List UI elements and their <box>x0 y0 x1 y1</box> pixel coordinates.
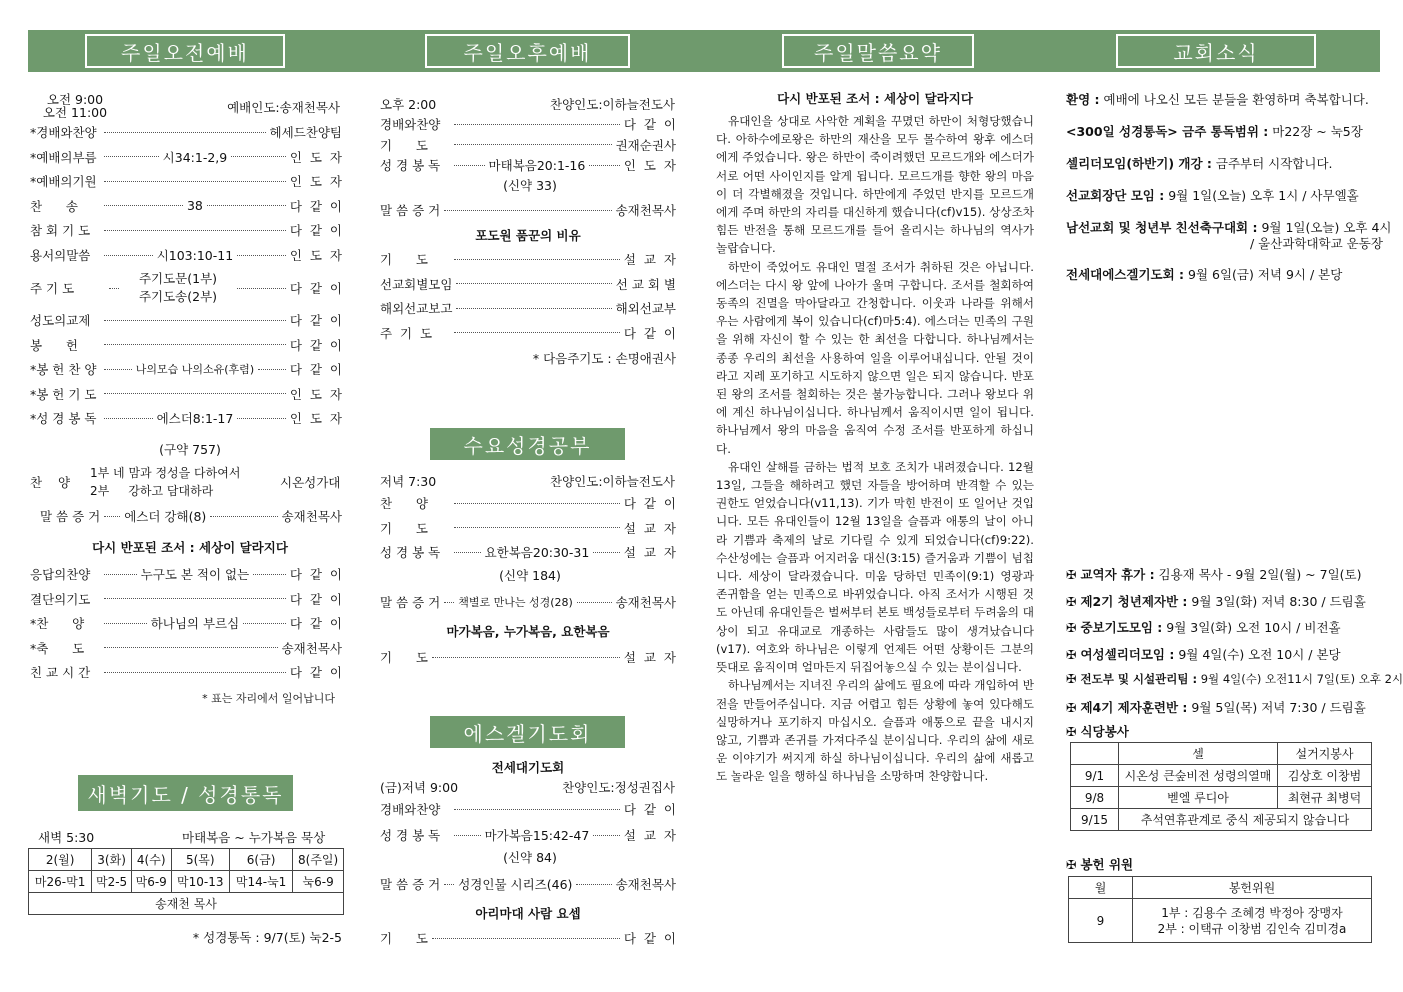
order-mid: 나의모습 나의소유(후렴) <box>135 363 255 376</box>
news-item-text: 9월 3일(화) 오전 10시 / 비전홀 <box>1162 620 1341 635</box>
wednesday-time: 저녁 7:30 <box>380 474 437 489</box>
table-row <box>1071 809 1372 831</box>
order-label: 성 경 봉 독 <box>380 545 441 560</box>
sermon-title: 마가복음, 누가복음, 요한복음 <box>446 624 610 639</box>
morning-time-2: 오전 11:00 <box>42 105 108 120</box>
order-right: 인 도 자 <box>289 174 342 190</box>
sermon-summary-body <box>716 112 1034 786</box>
table-header <box>1071 743 1119 765</box>
order-label: 경배와찬양 <box>380 802 441 817</box>
order-right: 송재천목사 <box>281 640 342 656</box>
header-morning-service: 주일오전예배 <box>85 34 285 68</box>
news-item <box>1066 671 1403 687</box>
dawn-time: 새벽 5:30 <box>38 830 95 845</box>
order-right: 설 교 자 <box>623 520 676 536</box>
sermon-paragraph: 유대인 살해를 금하는 법적 보호 조치가 내려졌습니다. 12월 13일, 그들을 해하려고 했던 자들을 방어하며 반격할 수 있는 권한도 얻었습니다(v11,13). 기가 막힌 반전이 또 일어난 것입니다. 모든 유대인들이 12월 13일을 슬픔과 애통의 날이 아니라 기쁨과 축제의 날로 기다릴 수 있게 되었습니다(cf)9:22). 수산성에는 슬픔과 어지러움 대신(3:15) 즐거움과 기쁨이 넘칩니다. 세상이 달라졌습니다. 미움 당하던 민족이(9:1) 영광과 존귀함을 얻는 민족으로 바뀌었습니다. 아직 조서가 시행된 것도 아닌데 유대인들은 벌써부터 본토 백성들로부터 두려움의 대상이 되고 유대교로 개종하는 사람들도 많이 생겨났습니다(v17). 여호와 하나님은 이렇게 언제든 어떤 상황이든 그분의 뜻대로 움직이며 얼마든지 뒤집어놓으실 수 있는 분이십니다. <box>716 459 1034 675</box>
order-label: 성 경 봉 독 <box>380 828 441 843</box>
order-right: 송재천목사 <box>615 595 676 610</box>
order-right: 다 같 이 <box>289 281 342 296</box>
offering-heading <box>1066 855 1133 873</box>
order-label: 말 씀 증 거 <box>380 595 441 610</box>
sermon-paragraph: 하만이 죽었어도 유대인 멸절 조서가 취하된 것은 아닙니다. 에스더는 다시 왕 앞에 나아가 울며 구합니다. 조서를 철회하여 동족의 진멸을 막아달라고 간청합니다. 이웃과 나라를 위해서 우는 사람에게 복이 있습니다(cf)마5:4). 에스더는 민족의 구원을 위해 자신이 할 수 있는 한 최선을 다합니다. 하나님께서는 종종 우리의 최선을 사용하여 일을 이루어내십니다. 안될 것이라고 지레 포기하고 시도하지 않으면 일은 되지 않습니다. 반포된 왕의 조서를 철회하는 것은 불가능합니다. 그러나 왕보다 위에 계신 하나님이십니다. 하나님께서 움직이시면 일이 됩니다. 하나님께서 왕의 마음을 움직여 수정 조서를 반포하게 하십니다. <box>716 259 1034 456</box>
ezekiel-subtitle: 전세대기도회 <box>491 760 565 775</box>
table-header: 셀 <box>1119 743 1278 765</box>
order-row <box>30 148 342 166</box>
news-item-text: 금주부터 시작합니다. <box>1211 156 1333 171</box>
news-item-title: 제4기 제자훈련반 : <box>1080 699 1188 715</box>
order-mid: 시103:10-11 <box>156 248 234 263</box>
reading-reference: (신약 33) <box>503 178 557 193</box>
order-mid: 요한복음20:30-31 <box>484 545 590 560</box>
order-label: 기 도 <box>380 252 428 267</box>
reading-cell: 막2-5 <box>92 871 132 893</box>
reading-note: * 성경통독 : 9/7(토) 눅2-5 <box>192 930 342 945</box>
cross-icon: ✠ <box>1066 671 1077 686</box>
order-right: 설 교 자 <box>623 252 676 267</box>
order-right: 송재천목사 <box>281 509 342 524</box>
table-row <box>29 849 344 871</box>
order-right: 인 도 자 <box>289 149 343 165</box>
order-label: 기 도 <box>380 650 428 665</box>
table-row <box>29 893 344 915</box>
order-row <box>380 875 676 893</box>
reading-cell: 마26-막1 <box>29 871 92 893</box>
order-right: 인 도 자 <box>289 411 343 426</box>
sermon-series: 책별로 만나는 성경(28) <box>458 596 573 609</box>
wednesday-worship-leader: 찬양인도:이하늘전도사 <box>550 474 675 489</box>
sermon-series: 에스더 강해(8) <box>124 509 207 524</box>
order-mid: 38 <box>186 198 203 214</box>
news-item-title: 전도부 및 시설관리팀 : <box>1080 672 1198 686</box>
offering-first-service: 1부 : 김용수 조혜경 박정아 장맹자 <box>1161 905 1343 920</box>
news-item <box>1066 565 1361 583</box>
reading-reference: (신약 84) <box>503 850 557 865</box>
order-label: *축 도 <box>30 640 85 656</box>
order-label: 기 도 <box>380 520 428 536</box>
order-label: *경배와찬양 <box>30 125 97 140</box>
table-cell: 9/8 <box>1071 787 1119 809</box>
order-right: 다 같 이 <box>623 117 676 132</box>
reading-reference: (구약 757) <box>159 442 221 457</box>
day-cell: 2(월) <box>29 849 92 871</box>
header-afternoon-service: 주일오후예배 <box>425 34 630 68</box>
sermon-title: 아리마대 사람 요셉 <box>475 906 581 921</box>
header-church-news: 교회소식 <box>1116 34 1316 68</box>
morning-time-1: 오전 9:00 <box>46 92 104 107</box>
news-item-text: 9월 4일(수) 오전 10시 / 본당 <box>1174 646 1341 662</box>
news-item-title: 중보기도모임 : <box>1080 620 1163 635</box>
order-row <box>30 385 342 403</box>
order-row <box>380 156 676 174</box>
order-label: 해외선교보고 <box>380 301 453 316</box>
order-right: 권재순권사 <box>615 137 676 153</box>
order-row <box>380 543 676 561</box>
table-row <box>1071 787 1372 809</box>
order-right: 다 같 이 <box>623 496 676 511</box>
morning-worship-leader: 예배인도:송재천목사 <box>227 100 340 115</box>
news-item <box>1066 265 1342 283</box>
news-item <box>1066 154 1333 172</box>
order-label: 기 도 <box>380 931 428 946</box>
order-right: 설 교 자 <box>623 828 676 843</box>
order-label: *봉 헌 기 도 <box>30 386 97 402</box>
news-item-text: 마22장 ~ 눅5장 <box>1268 124 1363 139</box>
order-row <box>30 663 342 681</box>
order-label: *예배의부름 <box>30 149 97 165</box>
table-cell: 9/1 <box>1071 765 1119 787</box>
order-row <box>380 519 676 537</box>
sermon-title: 다시 반포된 조서 : 세상이 달라지다 <box>92 540 288 555</box>
order-label: 찬 양 <box>380 496 428 511</box>
news-soccer-location: / 울산과학대학교 운동장 <box>1250 236 1383 251</box>
order-label: 용서의말씀 <box>30 248 91 263</box>
order-right: 다 같 이 <box>289 362 342 377</box>
order-row <box>380 593 676 611</box>
afternoon-time: 오후 2:00 <box>380 97 437 112</box>
table-cell: 추석연휴관계로 중식 제공되지 않습니다 <box>1119 809 1372 831</box>
order-row <box>30 590 342 608</box>
offering-month: 9 <box>1069 899 1133 943</box>
wednesday-study-title: 수요성경공부 <box>430 428 625 460</box>
dawn-reading-table <box>28 848 344 915</box>
order-mid: 주기도송(2부) <box>138 289 218 304</box>
order-row <box>30 246 342 264</box>
news-item <box>1066 122 1363 140</box>
order-right: 다 같 이 <box>289 591 342 607</box>
news-item-title: 여성셀리더모임 : <box>1080 646 1175 662</box>
table-row <box>1069 899 1372 943</box>
choir-song-2: 2부 강하고 담대하라 <box>90 484 214 498</box>
news-item-text: 예배에 나오신 모든 분들을 환영하며 축복합니다. <box>1099 92 1369 107</box>
order-row <box>380 299 676 317</box>
table-header: 월 <box>1069 877 1133 899</box>
order-right: 다 같 이 <box>623 325 676 341</box>
order-row <box>30 614 342 632</box>
order-mid: 주기도문(1부) <box>138 271 218 286</box>
order-right: 선 교 회 별 <box>615 276 676 292</box>
order-label: 주 기 도 <box>380 325 433 341</box>
news-item-text: 9월 4일(수) 오전11시 7일(토) 오후 2시 <box>1197 672 1403 686</box>
order-row <box>380 800 676 818</box>
sermon-series: 성경인물 시리즈(46) <box>458 877 573 892</box>
cross-icon: ✠ <box>1066 724 1077 739</box>
ezekiel-time: (금)저녁 9:00 <box>380 780 459 795</box>
sermon-paragraph: 유대인을 상대로 사악한 계획을 꾸몄던 하만이 처형당했습니다. 아하수에로왕은 하만의 재산을 모두 몰수하여 왕후 에스더에게 주었습니다. 왕은 하만이 죽이려했던 모르드개와 에스더가 서로 어떤 사이인지를 알게 됩니다. 모르드개를 향한 왕의 마음이 더 각별해졌을 것입니다. 하만에게 주었던 반지를 모르드개에게 주며 하만의 자리를 대신하게 했습니다(cf)v15). 상상조차 힘든 반전을 통해 모르드개를 들어 올리시는 하나님의 역사가 놀랍습니다. <box>716 114 1034 256</box>
order-row <box>380 324 676 342</box>
order-row <box>30 270 342 306</box>
order-row <box>380 250 676 268</box>
order-right: 송재천목사 <box>615 203 676 218</box>
sermon-summary-title: 다시 반포된 조서 : 세상이 달라지다 <box>777 91 973 106</box>
order-row <box>380 115 676 133</box>
order-label: *예배의기원 <box>30 174 97 190</box>
meal-service-title: 식당봉사 <box>1080 724 1129 739</box>
order-label: *봉 헌 찬 양 <box>30 362 97 377</box>
order-mid: 누구도 본 적이 없는 <box>140 567 250 582</box>
offering-second-service: 2부 : 이택규 이창범 김인숙 김미경a <box>1157 921 1347 936</box>
news-item <box>1066 618 1341 636</box>
order-row <box>380 201 676 219</box>
order-right: 다 같 이 <box>289 223 342 239</box>
order-right: 다 같 이 <box>289 198 342 214</box>
news-item-title: 환영 : <box>1066 92 1100 107</box>
order-label: 주 기 도 <box>30 281 75 296</box>
choir-song-1: 1부 네 맘과 정성을 다하여서 <box>90 466 241 480</box>
order-label: 말 씀 증 거 <box>380 877 441 892</box>
sermon-title: 포도원 품꾼의 비유 <box>475 228 581 243</box>
table-row <box>1071 743 1372 765</box>
order-row <box>380 136 676 154</box>
dawn-meditation: 마태복음 ~ 누가복음 묵상 <box>182 830 326 845</box>
reading-reference: (신약 184) <box>499 568 561 583</box>
standing-footnote: * 표는 자리에서 일어납니다 <box>202 692 335 705</box>
order-mid: 시34:1-2,9 <box>162 149 228 165</box>
order-right: 다 같 이 <box>623 802 676 817</box>
order-row <box>30 311 342 329</box>
day-cell: 5(목) <box>171 849 229 871</box>
news-item-title: 선교회장단 모임 : <box>1066 188 1165 203</box>
day-cell: 3(화) <box>92 849 132 871</box>
news-item-text: 9월 3일(화) 저녁 8:30 / 드림홀 <box>1187 593 1366 609</box>
meal-service-heading <box>1066 722 1129 740</box>
order-label: 경배와찬양 <box>380 117 441 132</box>
offering-committee-title: 봉헌 위원 <box>1080 857 1134 872</box>
news-item <box>1066 592 1366 610</box>
order-right: 다 같 이 <box>289 567 342 582</box>
order-label: 찬 송 <box>30 198 78 214</box>
table-row <box>29 871 344 893</box>
order-row <box>380 494 676 512</box>
reading-cell: 막10-13 <box>171 871 229 893</box>
order-label: 참 회 기 도 <box>30 223 91 239</box>
day-cell: 6(금) <box>229 849 292 871</box>
table-cell: 벧엘 루디아 <box>1119 787 1278 809</box>
news-item-title: 전세대에스겔기도회 : <box>1066 267 1185 282</box>
order-label: 찬 양 <box>30 475 71 490</box>
afternoon-worship-leader: 찬양인도:이하늘전도사 <box>550 97 675 112</box>
order-row <box>380 826 676 844</box>
reading-cell: 막6-9 <box>131 871 171 893</box>
dawn-pastor: 송재천 목사 <box>29 893 344 915</box>
order-label: *찬 양 <box>30 616 85 631</box>
table-cell: 시온성 큰숲비전 성령의열매 <box>1119 765 1278 787</box>
order-row <box>380 929 676 947</box>
news-item-title: 제2기 청년제자반 : <box>1080 593 1188 609</box>
order-label: 성도의교제 <box>30 313 91 328</box>
order-right: 다 같 이 <box>289 616 342 631</box>
order-label: 기 도 <box>380 137 428 153</box>
news-item-title: 교역자 휴가 : <box>1080 567 1155 582</box>
order-label: 친 교 시 간 <box>30 665 91 680</box>
order-row <box>30 336 342 354</box>
table-row <box>1069 877 1372 899</box>
cross-icon: ✠ <box>1066 620 1077 635</box>
table-header: 설거지봉사 <box>1278 743 1372 765</box>
order-mid: 마태복음20:1-16 <box>488 158 586 173</box>
order-row <box>380 275 676 293</box>
order-row <box>30 197 342 215</box>
cross-icon: ✠ <box>1066 593 1077 609</box>
order-right: 헤세드찬양팀 <box>269 125 342 140</box>
order-right: 다 같 이 <box>289 313 342 328</box>
order-row <box>30 172 342 190</box>
header-sermon-summary: 주일말씀요약 <box>782 34 974 68</box>
order-label: 말 씀 증 거 <box>40 509 101 524</box>
order-row <box>30 360 342 378</box>
order-mid: 에스더8:1-17 <box>156 411 234 426</box>
news-item <box>1066 698 1366 716</box>
order-right: 인 도 자 <box>289 386 342 402</box>
ezekiel-prayer-title: 에스겔기도회 <box>430 716 625 748</box>
news-item-text: 김용재 목사 - 9월 2일(월) ~ 7일(토) <box>1154 567 1362 582</box>
order-right: 다 같 이 <box>289 337 342 353</box>
news-item-text: 9월 1일(오늘) 오후 1시 / 사무엘홀 <box>1164 188 1359 203</box>
order-right: 다 같 이 <box>623 931 676 946</box>
order-row <box>380 648 676 666</box>
table-cell: 9/15 <box>1071 809 1119 831</box>
order-row <box>30 464 342 500</box>
day-cell: 4(수) <box>131 849 171 871</box>
news-item-text: 9월 1일(오늘) 오후 4시 <box>1257 220 1392 235</box>
order-right: 설 교 자 <box>623 545 676 560</box>
cross-icon: ✠ <box>1066 699 1077 715</box>
news-item-text: 9월 6일(금) 저녁 9시 / 본당 <box>1184 267 1343 282</box>
order-right: 송재천목사 <box>615 877 676 892</box>
order-right: 설 교 자 <box>623 650 676 665</box>
cross-icon: ✠ <box>1066 646 1077 662</box>
order-mid: 하나님의 부르심 <box>150 616 240 631</box>
table-cell: 김상호 이창범 <box>1278 765 1372 787</box>
order-label: 선교회별모임 <box>380 276 453 292</box>
offering-table <box>1068 876 1372 943</box>
news-item <box>1066 90 1369 108</box>
next-prayer-note: * 다음주기도 : 손명애권사 <box>532 351 676 366</box>
reading-cell: 눅6-9 <box>293 871 344 893</box>
order-label: *성 경 봉 독 <box>30 411 97 426</box>
order-row <box>30 123 342 141</box>
news-item-title: 셀리더모임(하반기) 개강 : <box>1066 156 1212 171</box>
order-row <box>40 507 342 525</box>
order-mid: 마가복음15:42-47 <box>484 828 590 843</box>
sermon-paragraph: 하나님께서는 지녀진 우리의 삶에도 필요에 따라 개입하여 반전을 만들어주십니다. 지금 어렵고 힘든 상황에 놓여 있다해도 실망하거나 포기하지 마십시오. 슬픔과 애통으로 끝을 내시지 않고, 기쁨과 존귀를 가져다주실 분이십니다. 우리의 삶에 새로운 이야기가 써지게 하실 하나님이십니다. 우리의 삶에 새롭고도 놀라운 일을 행하실 하나님을 소망하며 찬양합니다. <box>716 678 1034 784</box>
news-item-title: 남선교회 및 청년부 친선축구대회 : <box>1066 220 1258 235</box>
news-item <box>1066 645 1341 663</box>
dawn-prayer-title: 새벽기도 / 성경통독 <box>78 775 293 811</box>
ezekiel-worship-leader: 찬양인도:정성권집사 <box>562 780 675 795</box>
order-label: 응답의찬양 <box>30 567 91 582</box>
day-cell: 8(주일) <box>293 849 344 871</box>
order-right: 인 도 자 <box>623 158 677 173</box>
order-right: 인 도 자 <box>289 248 342 263</box>
table-header: 봉헌위원 <box>1133 877 1372 899</box>
cross-icon: ✠ <box>1066 857 1077 872</box>
reading-cell: 막14-눅1 <box>229 871 292 893</box>
order-right: 시온성가대 <box>280 475 341 490</box>
order-row <box>30 565 342 583</box>
news-item-title: <300일 성경통독> 금주 통독범위 : <box>1066 124 1269 139</box>
order-row <box>30 639 342 657</box>
order-right: 해외선교부 <box>615 301 676 316</box>
order-label: 봉 헌 <box>30 337 78 353</box>
order-label: 결단의기도 <box>30 591 91 607</box>
order-label: 성 경 봉 독 <box>380 158 441 173</box>
news-item-text: 9월 5일(목) 저녁 7:30 / 드림홀 <box>1187 699 1366 715</box>
cross-icon: ✠ <box>1066 567 1077 582</box>
table-row <box>1071 765 1372 787</box>
news-item <box>1066 186 1359 204</box>
order-right: 다 같 이 <box>289 665 342 680</box>
order-label: 말 씀 증 거 <box>380 203 441 218</box>
meal-service-table <box>1070 742 1372 831</box>
order-row <box>30 409 342 427</box>
order-row <box>30 221 342 239</box>
table-cell: 최현규 최병덕 <box>1278 787 1372 809</box>
